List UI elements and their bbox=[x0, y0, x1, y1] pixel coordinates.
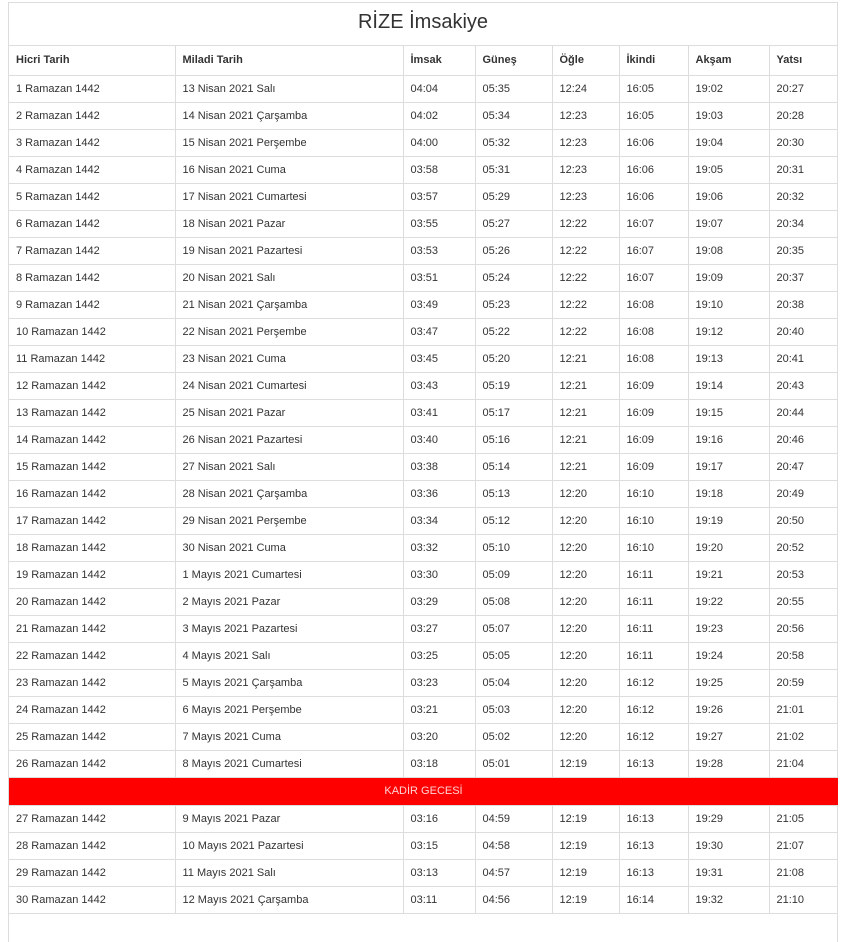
gunes-cell: 05:27 bbox=[475, 210, 552, 237]
gunes-cell: 05:22 bbox=[475, 318, 552, 345]
ogle-cell: 12:23 bbox=[552, 129, 619, 156]
yatsi-cell: 20:49 bbox=[769, 480, 838, 507]
yatsi-cell: 20:41 bbox=[769, 345, 838, 372]
yatsi-cell: 21:05 bbox=[769, 805, 838, 832]
aksam-cell: 19:16 bbox=[688, 426, 769, 453]
table-row bbox=[9, 129, 838, 156]
yatsi-cell: 20:46 bbox=[769, 426, 838, 453]
hicri-tarih-cell: 21 Ramazan 1442 bbox=[9, 615, 175, 642]
gunes-cell: 05:03 bbox=[475, 696, 552, 723]
aksam-cell: 19:21 bbox=[688, 561, 769, 588]
hicri-tarih-cell: 10 Ramazan 1442 bbox=[9, 318, 175, 345]
table-row bbox=[9, 642, 838, 669]
ogle-cell: 12:19 bbox=[552, 859, 619, 886]
miladi-tarih-cell: 20 Nisan 2021 Salı bbox=[175, 264, 403, 291]
hicri-tarih-cell: 5 Ramazan 1442 bbox=[9, 183, 175, 210]
ogle-cell: 12:20 bbox=[552, 507, 619, 534]
header-imsak: İmsak bbox=[403, 46, 475, 75]
imsak-cell: 03:36 bbox=[403, 480, 475, 507]
ikindi-cell: 16:09 bbox=[619, 426, 688, 453]
aksam-cell: 19:08 bbox=[688, 237, 769, 264]
imsak-cell: 03:13 bbox=[403, 859, 475, 886]
yatsi-cell: 20:58 bbox=[769, 642, 838, 669]
table-row bbox=[9, 534, 838, 561]
gunes-cell: 05:29 bbox=[475, 183, 552, 210]
imsak-cell: 03:23 bbox=[403, 669, 475, 696]
yatsi-cell: 20:53 bbox=[769, 561, 838, 588]
table-row bbox=[9, 723, 838, 750]
ogle-cell: 12:20 bbox=[552, 615, 619, 642]
ogle-cell: 12:20 bbox=[552, 561, 619, 588]
aksam-cell: 19:09 bbox=[688, 264, 769, 291]
ikindi-cell: 16:05 bbox=[619, 102, 688, 129]
miladi-tarih-cell: 1 Mayıs 2021 Cumartesi bbox=[175, 561, 403, 588]
gunes-cell: 05:24 bbox=[475, 264, 552, 291]
ogle-cell: 12:20 bbox=[552, 588, 619, 615]
yatsi-cell: 20:31 bbox=[769, 156, 838, 183]
hicri-tarih-cell: 29 Ramazan 1442 bbox=[9, 859, 175, 886]
yatsi-cell: 20:30 bbox=[769, 129, 838, 156]
gunes-cell: 05:34 bbox=[475, 102, 552, 129]
table-row bbox=[9, 696, 838, 723]
ogle-cell: 12:21 bbox=[552, 372, 619, 399]
ogle-cell: 12:21 bbox=[552, 426, 619, 453]
imsak-cell: 03:55 bbox=[403, 210, 475, 237]
hicri-tarih-cell: 6 Ramazan 1442 bbox=[9, 210, 175, 237]
gunes-cell: 05:07 bbox=[475, 615, 552, 642]
ikindi-cell: 16:13 bbox=[619, 805, 688, 832]
aksam-cell: 19:13 bbox=[688, 345, 769, 372]
gunes-cell: 05:02 bbox=[475, 723, 552, 750]
hicri-tarih-cell: 25 Ramazan 1442 bbox=[9, 723, 175, 750]
gunes-cell: 05:01 bbox=[475, 750, 552, 777]
imsak-cell: 03:16 bbox=[403, 805, 475, 832]
yatsi-cell: 21:01 bbox=[769, 696, 838, 723]
ogle-cell: 12:20 bbox=[552, 696, 619, 723]
table-row bbox=[9, 183, 838, 210]
table-row bbox=[9, 399, 838, 426]
gunes-cell: 05:23 bbox=[475, 291, 552, 318]
aksam-cell: 19:22 bbox=[688, 588, 769, 615]
table-header-row bbox=[9, 46, 838, 75]
miladi-tarih-cell: 16 Nisan 2021 Cuma bbox=[175, 156, 403, 183]
ikindi-cell: 16:13 bbox=[619, 859, 688, 886]
hicri-tarih-cell: 26 Ramazan 1442 bbox=[9, 750, 175, 777]
hicri-tarih-cell: 8 Ramazan 1442 bbox=[9, 264, 175, 291]
imsak-cell: 03:21 bbox=[403, 696, 475, 723]
gunes-cell: 04:58 bbox=[475, 832, 552, 859]
hicri-tarih-cell: 20 Ramazan 1442 bbox=[9, 588, 175, 615]
header-gunes: Güneş bbox=[475, 46, 552, 75]
gunes-cell: 04:57 bbox=[475, 859, 552, 886]
yatsi-cell: 20:50 bbox=[769, 507, 838, 534]
imsak-cell: 03:18 bbox=[403, 750, 475, 777]
ikindi-cell: 16:08 bbox=[619, 345, 688, 372]
hicri-tarih-cell: 4 Ramazan 1442 bbox=[9, 156, 175, 183]
table-body bbox=[9, 75, 838, 913]
aksam-cell: 19:14 bbox=[688, 372, 769, 399]
aksam-cell: 19:02 bbox=[688, 75, 769, 102]
ikindi-cell: 16:09 bbox=[619, 372, 688, 399]
gunes-cell: 05:14 bbox=[475, 453, 552, 480]
imsak-cell: 03:51 bbox=[403, 264, 475, 291]
aksam-cell: 19:29 bbox=[688, 805, 769, 832]
gunes-cell: 05:12 bbox=[475, 507, 552, 534]
ikindi-cell: 16:12 bbox=[619, 723, 688, 750]
hicri-tarih-cell: 15 Ramazan 1442 bbox=[9, 453, 175, 480]
aksam-cell: 19:06 bbox=[688, 183, 769, 210]
miladi-tarih-cell: 10 Mayıs 2021 Pazartesi bbox=[175, 832, 403, 859]
yatsi-cell: 20:40 bbox=[769, 318, 838, 345]
gunes-cell: 05:31 bbox=[475, 156, 552, 183]
miladi-tarih-cell: 22 Nisan 2021 Perşembe bbox=[175, 318, 403, 345]
imsak-cell: 03:25 bbox=[403, 642, 475, 669]
aksam-cell: 19:10 bbox=[688, 291, 769, 318]
ogle-cell: 12:20 bbox=[552, 642, 619, 669]
ogle-cell: 12:23 bbox=[552, 102, 619, 129]
miladi-tarih-cell: 4 Mayıs 2021 Salı bbox=[175, 642, 403, 669]
ikindi-cell: 16:07 bbox=[619, 264, 688, 291]
aksam-cell: 19:30 bbox=[688, 832, 769, 859]
miladi-tarih-cell: 21 Nisan 2021 Çarşamba bbox=[175, 291, 403, 318]
aksam-cell: 19:17 bbox=[688, 453, 769, 480]
yatsi-cell: 20:28 bbox=[769, 102, 838, 129]
miladi-tarih-cell: 26 Nisan 2021 Pazartesi bbox=[175, 426, 403, 453]
gunes-cell: 04:59 bbox=[475, 805, 552, 832]
miladi-tarih-cell: 15 Nisan 2021 Perşembe bbox=[175, 129, 403, 156]
aksam-cell: 19:12 bbox=[688, 318, 769, 345]
aksam-cell: 19:24 bbox=[688, 642, 769, 669]
table-row bbox=[9, 345, 838, 372]
hicri-tarih-cell: 23 Ramazan 1442 bbox=[9, 669, 175, 696]
ikindi-cell: 16:06 bbox=[619, 129, 688, 156]
gunes-cell: 05:26 bbox=[475, 237, 552, 264]
hicri-tarih-cell: 3 Ramazan 1442 bbox=[9, 129, 175, 156]
yatsi-cell: 20:32 bbox=[769, 183, 838, 210]
table-row bbox=[9, 886, 838, 913]
ikindi-cell: 16:11 bbox=[619, 615, 688, 642]
imsak-cell: 03:43 bbox=[403, 372, 475, 399]
imsak-cell: 03:57 bbox=[403, 183, 475, 210]
ogle-cell: 12:23 bbox=[552, 183, 619, 210]
ogle-cell: 12:20 bbox=[552, 534, 619, 561]
table-row bbox=[9, 561, 838, 588]
yatsi-cell: 21:10 bbox=[769, 886, 838, 913]
gunes-cell: 05:35 bbox=[475, 75, 552, 102]
hicri-tarih-cell: 9 Ramazan 1442 bbox=[9, 291, 175, 318]
page-title: RİZE İmsakiye bbox=[9, 3, 837, 46]
hicri-tarih-cell: 27 Ramazan 1442 bbox=[9, 805, 175, 832]
imsak-cell: 04:04 bbox=[403, 75, 475, 102]
hicri-tarih-cell: 12 Ramazan 1442 bbox=[9, 372, 175, 399]
ikindi-cell: 16:10 bbox=[619, 534, 688, 561]
miladi-tarih-cell: 9 Mayıs 2021 Pazar bbox=[175, 805, 403, 832]
aksam-cell: 19:04 bbox=[688, 129, 769, 156]
kadir-gecesi-row bbox=[9, 777, 838, 805]
miladi-tarih-cell: 30 Nisan 2021 Cuma bbox=[175, 534, 403, 561]
miladi-tarih-cell: 28 Nisan 2021 Çarşamba bbox=[175, 480, 403, 507]
ogle-cell: 12:20 bbox=[552, 723, 619, 750]
miladi-tarih-cell: 13 Nisan 2021 Salı bbox=[175, 75, 403, 102]
gunes-cell: 05:08 bbox=[475, 588, 552, 615]
header-ogle: Öğle bbox=[552, 46, 619, 75]
miladi-tarih-cell: 14 Nisan 2021 Çarşamba bbox=[175, 102, 403, 129]
yatsi-cell: 20:37 bbox=[769, 264, 838, 291]
aksam-cell: 19:26 bbox=[688, 696, 769, 723]
yatsi-cell: 20:35 bbox=[769, 237, 838, 264]
miladi-tarih-cell: 25 Nisan 2021 Pazar bbox=[175, 399, 403, 426]
ogle-cell: 12:22 bbox=[552, 237, 619, 264]
imsakiye-panel bbox=[8, 2, 838, 942]
gunes-cell: 05:19 bbox=[475, 372, 552, 399]
kadir-gecesi-label: KADİR GECESİ bbox=[9, 777, 838, 805]
header-yatsi: Yatsı bbox=[769, 46, 838, 75]
table-row bbox=[9, 237, 838, 264]
ikindi-cell: 16:11 bbox=[619, 561, 688, 588]
gunes-cell: 05:05 bbox=[475, 642, 552, 669]
ikindi-cell: 16:06 bbox=[619, 183, 688, 210]
ikindi-cell: 16:06 bbox=[619, 156, 688, 183]
aksam-cell: 19:27 bbox=[688, 723, 769, 750]
hicri-tarih-cell: 28 Ramazan 1442 bbox=[9, 832, 175, 859]
imsakiye-table bbox=[9, 46, 838, 914]
ikindi-cell: 16:11 bbox=[619, 588, 688, 615]
gunes-cell: 05:10 bbox=[475, 534, 552, 561]
imsak-cell: 03:34 bbox=[403, 507, 475, 534]
ogle-cell: 12:21 bbox=[552, 399, 619, 426]
miladi-tarih-cell: 29 Nisan 2021 Perşembe bbox=[175, 507, 403, 534]
yatsi-cell: 21:08 bbox=[769, 859, 838, 886]
miladi-tarih-cell: 2 Mayıs 2021 Pazar bbox=[175, 588, 403, 615]
aksam-cell: 19:32 bbox=[688, 886, 769, 913]
imsak-cell: 03:58 bbox=[403, 156, 475, 183]
gunes-cell: 05:32 bbox=[475, 129, 552, 156]
imsak-cell: 04:00 bbox=[403, 129, 475, 156]
miladi-tarih-cell: 8 Mayıs 2021 Cumartesi bbox=[175, 750, 403, 777]
header-miladi-tarih: Miladi Tarih bbox=[175, 46, 403, 75]
imsak-cell: 03:20 bbox=[403, 723, 475, 750]
imsak-cell: 03:38 bbox=[403, 453, 475, 480]
ikindi-cell: 16:07 bbox=[619, 210, 688, 237]
hicri-tarih-cell: 19 Ramazan 1442 bbox=[9, 561, 175, 588]
miladi-tarih-cell: 23 Nisan 2021 Cuma bbox=[175, 345, 403, 372]
miladi-tarih-cell: 5 Mayıs 2021 Çarşamba bbox=[175, 669, 403, 696]
gunes-cell: 05:16 bbox=[475, 426, 552, 453]
gunes-cell: 05:17 bbox=[475, 399, 552, 426]
hicri-tarih-cell: 30 Ramazan 1442 bbox=[9, 886, 175, 913]
table-row bbox=[9, 750, 838, 777]
ogle-cell: 12:20 bbox=[552, 480, 619, 507]
ikindi-cell: 16:13 bbox=[619, 750, 688, 777]
ikindi-cell: 16:05 bbox=[619, 75, 688, 102]
ikindi-cell: 16:08 bbox=[619, 291, 688, 318]
aksam-cell: 19:28 bbox=[688, 750, 769, 777]
ikindi-cell: 16:12 bbox=[619, 696, 688, 723]
aksam-cell: 19:19 bbox=[688, 507, 769, 534]
gunes-cell: 05:04 bbox=[475, 669, 552, 696]
table-row bbox=[9, 615, 838, 642]
ogle-cell: 12:23 bbox=[552, 156, 619, 183]
imsak-cell: 03:45 bbox=[403, 345, 475, 372]
miladi-tarih-cell: 27 Nisan 2021 Salı bbox=[175, 453, 403, 480]
hicri-tarih-cell: 14 Ramazan 1442 bbox=[9, 426, 175, 453]
ogle-cell: 12:24 bbox=[552, 75, 619, 102]
imsak-cell: 03:41 bbox=[403, 399, 475, 426]
hicri-tarih-cell: 13 Ramazan 1442 bbox=[9, 399, 175, 426]
table-row bbox=[9, 426, 838, 453]
ikindi-cell: 16:12 bbox=[619, 669, 688, 696]
hicri-tarih-cell: 18 Ramazan 1442 bbox=[9, 534, 175, 561]
imsak-cell: 03:11 bbox=[403, 886, 475, 913]
miladi-tarih-cell: 19 Nisan 2021 Pazartesi bbox=[175, 237, 403, 264]
table-row bbox=[9, 805, 838, 832]
aksam-cell: 19:15 bbox=[688, 399, 769, 426]
table-row bbox=[9, 156, 838, 183]
table-row bbox=[9, 669, 838, 696]
aksam-cell: 19:31 bbox=[688, 859, 769, 886]
table-row bbox=[9, 210, 838, 237]
yatsi-cell: 20:38 bbox=[769, 291, 838, 318]
ikindi-cell: 16:07 bbox=[619, 237, 688, 264]
table-row bbox=[9, 372, 838, 399]
imsak-cell: 03:53 bbox=[403, 237, 475, 264]
aksam-cell: 19:05 bbox=[688, 156, 769, 183]
hicri-tarih-cell: 17 Ramazan 1442 bbox=[9, 507, 175, 534]
ikindi-cell: 16:13 bbox=[619, 832, 688, 859]
ikindi-cell: 16:09 bbox=[619, 399, 688, 426]
aksam-cell: 19:23 bbox=[688, 615, 769, 642]
ogle-cell: 12:19 bbox=[552, 750, 619, 777]
yatsi-cell: 21:07 bbox=[769, 832, 838, 859]
yatsi-cell: 21:02 bbox=[769, 723, 838, 750]
ogle-cell: 12:22 bbox=[552, 264, 619, 291]
aksam-cell: 19:03 bbox=[688, 102, 769, 129]
imsak-cell: 03:49 bbox=[403, 291, 475, 318]
miladi-tarih-cell: 12 Mayıs 2021 Çarşamba bbox=[175, 886, 403, 913]
table-row bbox=[9, 453, 838, 480]
ogle-cell: 12:22 bbox=[552, 291, 619, 318]
hicri-tarih-cell: 7 Ramazan 1442 bbox=[9, 237, 175, 264]
imsak-cell: 03:29 bbox=[403, 588, 475, 615]
table-row bbox=[9, 588, 838, 615]
ikindi-cell: 16:14 bbox=[619, 886, 688, 913]
aksam-cell: 19:20 bbox=[688, 534, 769, 561]
ikindi-cell: 16:10 bbox=[619, 507, 688, 534]
table-row bbox=[9, 507, 838, 534]
yatsi-cell: 20:56 bbox=[769, 615, 838, 642]
hicri-tarih-cell: 24 Ramazan 1442 bbox=[9, 696, 175, 723]
imsak-cell: 03:27 bbox=[403, 615, 475, 642]
imsak-cell: 03:30 bbox=[403, 561, 475, 588]
yatsi-cell: 20:55 bbox=[769, 588, 838, 615]
gunes-cell: 05:13 bbox=[475, 480, 552, 507]
hicri-tarih-cell: 2 Ramazan 1442 bbox=[9, 102, 175, 129]
table-row bbox=[9, 859, 838, 886]
imsak-cell: 03:47 bbox=[403, 318, 475, 345]
yatsi-cell: 20:27 bbox=[769, 75, 838, 102]
hicri-tarih-cell: 11 Ramazan 1442 bbox=[9, 345, 175, 372]
gunes-cell: 04:56 bbox=[475, 886, 552, 913]
ogle-cell: 12:22 bbox=[552, 318, 619, 345]
header-ikindi: İkindi bbox=[619, 46, 688, 75]
miladi-tarih-cell: 6 Mayıs 2021 Perşembe bbox=[175, 696, 403, 723]
miladi-tarih-cell: 17 Nisan 2021 Cumartesi bbox=[175, 183, 403, 210]
ogle-cell: 12:19 bbox=[552, 886, 619, 913]
table-row bbox=[9, 264, 838, 291]
header-aksam: Akşam bbox=[688, 46, 769, 75]
yatsi-cell: 20:52 bbox=[769, 534, 838, 561]
miladi-tarih-cell: 18 Nisan 2021 Pazar bbox=[175, 210, 403, 237]
ikindi-cell: 16:10 bbox=[619, 480, 688, 507]
table-row bbox=[9, 102, 838, 129]
hicri-tarih-cell: 16 Ramazan 1442 bbox=[9, 480, 175, 507]
yatsi-cell: 20:59 bbox=[769, 669, 838, 696]
aksam-cell: 19:18 bbox=[688, 480, 769, 507]
imsak-cell: 03:15 bbox=[403, 832, 475, 859]
imsak-cell: 03:40 bbox=[403, 426, 475, 453]
gunes-cell: 05:20 bbox=[475, 345, 552, 372]
gunes-cell: 05:09 bbox=[475, 561, 552, 588]
yatsi-cell: 20:43 bbox=[769, 372, 838, 399]
aksam-cell: 19:07 bbox=[688, 210, 769, 237]
miladi-tarih-cell: 3 Mayıs 2021 Pazartesi bbox=[175, 615, 403, 642]
ogle-cell: 12:19 bbox=[552, 832, 619, 859]
aksam-cell: 19:25 bbox=[688, 669, 769, 696]
miladi-tarih-cell: 11 Mayıs 2021 Salı bbox=[175, 859, 403, 886]
table-row bbox=[9, 318, 838, 345]
ogle-cell: 12:19 bbox=[552, 805, 619, 832]
ikindi-cell: 16:09 bbox=[619, 453, 688, 480]
ogle-cell: 12:20 bbox=[552, 669, 619, 696]
yatsi-cell: 20:44 bbox=[769, 399, 838, 426]
ogle-cell: 12:21 bbox=[552, 345, 619, 372]
table-row bbox=[9, 291, 838, 318]
imsak-cell: 03:32 bbox=[403, 534, 475, 561]
imsak-cell: 04:02 bbox=[403, 102, 475, 129]
hicri-tarih-cell: 22 Ramazan 1442 bbox=[9, 642, 175, 669]
hicri-tarih-cell: 1 Ramazan 1442 bbox=[9, 75, 175, 102]
yatsi-cell: 20:47 bbox=[769, 453, 838, 480]
table-row bbox=[9, 480, 838, 507]
yatsi-cell: 21:04 bbox=[769, 750, 838, 777]
header-hicri-tarih: Hicri Tarih bbox=[9, 46, 175, 75]
ikindi-cell: 16:08 bbox=[619, 318, 688, 345]
ogle-cell: 12:22 bbox=[552, 210, 619, 237]
miladi-tarih-cell: 24 Nisan 2021 Cumartesi bbox=[175, 372, 403, 399]
miladi-tarih-cell: 7 Mayıs 2021 Cuma bbox=[175, 723, 403, 750]
ogle-cell: 12:21 bbox=[552, 453, 619, 480]
table-row bbox=[9, 832, 838, 859]
ikindi-cell: 16:11 bbox=[619, 642, 688, 669]
table-row bbox=[9, 75, 838, 102]
yatsi-cell: 20:34 bbox=[769, 210, 838, 237]
